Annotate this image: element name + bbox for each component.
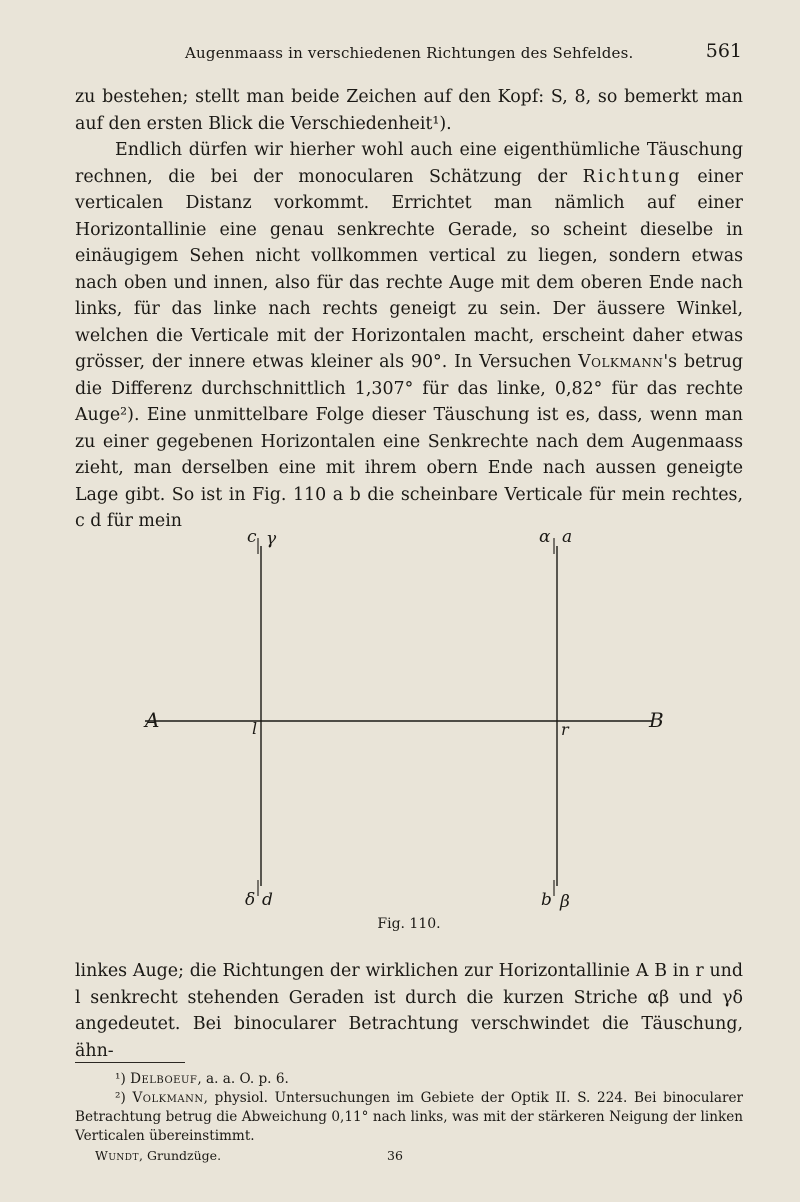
author-name-volkmann: Volkmann [578, 352, 664, 372]
paragraph-continuation: zu bestehen; stellt man beide Zeichen auf den Kopf: S, 8, so bemerkt man auf den ersten Blick die Verschiedenheit¹). [75, 87, 743, 134]
footer-author-rest: , Grundzüge. [139, 1148, 222, 1163]
footnotes [75, 1070, 743, 1146]
footnote-author: Delboeuf [130, 1071, 198, 1087]
label-B: B [649, 708, 664, 732]
footnote-text: , physiol. Untersuchungen im Gebiete der Optik II. S. 224. Bei binocularer Betrachtung betrug die Abweichung 0,11° nach links, was mit der stärkeren Neigung der linken Verticalen übereinstimmt. [75, 1090, 743, 1144]
footnote-text: , a. a. O. p. 6. [197, 1071, 289, 1087]
page-header [75, 40, 742, 70]
label-delta: δ [245, 890, 256, 910]
main-text-top [75, 84, 743, 535]
footnote-mark: ²) [115, 1090, 126, 1106]
label-a: a [562, 527, 573, 547]
label-r: r [561, 720, 569, 739]
label-d: d [262, 890, 273, 910]
paragraph-continuation-after-figure: linkes Auge; die Richtungen der wirklichen zur Horizontallinie A B in r und l senkrecht stehenden Geraden ist durch die kurzen Striche αβ und γδ angedeutet. Bei binocularer Betrachtung verschwindet die Täuschung, ähn- [75, 961, 743, 1061]
emphasis-richtung: Richtung [582, 166, 682, 187]
running-title: Augenmaass in verschiedenen Richtungen des Sehfeldes. [185, 44, 634, 62]
paragraph-text: Endlich dürfen wir hierher wohl auch eine eigenthümliche Täuschung rechnen, die bei der monocularen Schätzung der [75, 140, 743, 187]
label-c: c [247, 527, 257, 547]
label-b: b [541, 890, 552, 910]
label-A: A [145, 708, 160, 732]
footnote-author: Volkmann [132, 1090, 204, 1106]
paragraph-text: einer verticalen Distanz vorkommt. Errichtet man nämlich auf einer Horizontallinie eine genau senkrechte Gerade, so scheint dieselbe in einäugigem Sehen nicht vollkommen vertical zu liegen, sondern etwas nach oben und innen, also für das rechte Auge mit dem oberen Ende nach links, für das linke nach rechts geneigt zu sein. Der äussere Winkel, welchen die Verticale mit der Horizontalen macht, erscheint daher etwas grösser, der innere etwas kleiner als 90°. In Versuchen [75, 166, 743, 372]
label-gamma: γ [266, 529, 277, 549]
footnote-mark: ¹) [115, 1071, 126, 1087]
paragraph-text: 's betrug die Differenz durchschnittlich 1,307° für das linke, 0,82° für das rechte Auge²). Eine unmittelbare Folge dieser Täuschung ist es, dass, wenn man zu einer gegebenen Horizontalen eine Senkrechte nach dem Augenmaass zieht, man derselben eine mit ihrem obern Ende nach aussen geneigte Lage gibt. So ist in Fig. 110 a b die scheinbare Verticale für mein rechtes, c d für mein [75, 352, 743, 531]
figure-caption: Fig. 110. [377, 916, 441, 932]
footnote-2 [75, 1089, 743, 1146]
footnote-1 [75, 1070, 743, 1089]
footer-author-name: Wundt [95, 1148, 140, 1163]
printer-signature: 36 [387, 1148, 403, 1163]
footer-author [95, 1148, 221, 1163]
label-l: l [252, 719, 258, 738]
figure-diagram [75, 524, 743, 914]
figure-110 [75, 524, 743, 944]
paragraph-illusion [75, 137, 743, 535]
page-number: 561 [705, 40, 742, 62]
footnote-divider [75, 1062, 185, 1063]
label-beta: β [560, 892, 570, 912]
main-text-bottom [75, 958, 743, 1064]
label-alpha: α [539, 527, 551, 547]
